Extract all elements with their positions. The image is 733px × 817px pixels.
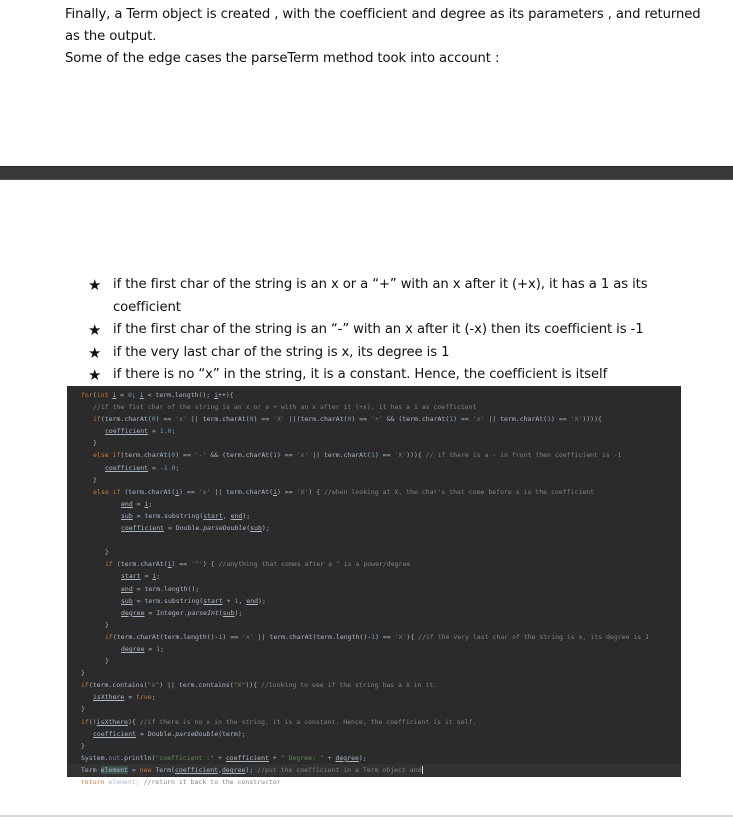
code-token: parseDouble <box>175 729 219 738</box>
code-token: 'x' <box>472 415 485 424</box>
code-token: 0 <box>347 415 352 424</box>
code-line <box>67 449 681 461</box>
code-token: || term.charAt(term.length()- <box>253 632 372 641</box>
code-line <box>67 413 681 425</box>
code-token: 'x' <box>175 415 187 424</box>
code-token: start <box>121 572 141 581</box>
code-token: )))){ <box>582 415 602 424</box>
code-line <box>67 510 681 522</box>
code-token: = term.length(); <box>132 584 200 593</box>
code-token: ) == <box>253 415 274 424</box>
star-bullet-icon: ★ <box>88 366 102 384</box>
code-token: 'X' <box>273 415 285 424</box>
code-token: 'X' <box>394 451 407 460</box>
code-token: ++){ <box>218 391 234 399</box>
code-token: = <box>116 391 128 399</box>
code-token: if <box>105 560 117 569</box>
code-token: ); <box>258 596 266 605</box>
code-token: i <box>112 391 117 399</box>
code-token: || term.charAt( <box>308 451 371 460</box>
code-token: = <box>127 765 140 774</box>
code-token: + <box>222 596 235 605</box>
code-token: int <box>96 391 113 399</box>
code-token: (term.contains( <box>88 681 148 690</box>
code-token: = <box>132 499 145 508</box>
code-token: } <box>81 705 85 714</box>
code-token: element; <box>108 778 144 786</box>
code-token: coefficient <box>105 463 149 472</box>
code-token: = term.substring( <box>132 596 204 605</box>
code-token: ); <box>245 765 258 774</box>
star-bullet-icon: ★ <box>88 321 102 339</box>
code-line <box>67 595 681 607</box>
code-token: 1 <box>371 632 376 641</box>
code-line <box>67 776 681 788</box>
code-token: ; <box>148 499 153 508</box>
code-token: i <box>167 560 172 569</box>
code-line <box>67 425 681 437</box>
code-line <box>67 728 681 740</box>
code-token: i <box>273 487 277 496</box>
code-token: coefficient <box>174 765 219 774</box>
code-token: (term.charAt( <box>120 451 172 460</box>
code-token: ) || term.contains( <box>159 681 234 690</box>
code-token: sub <box>222 608 235 617</box>
code-token: } <box>81 669 85 678</box>
code-token: 'x' <box>296 451 309 460</box>
code-token: 'X' <box>394 632 407 641</box>
code-line <box>67 534 681 546</box>
code-token: if <box>93 415 101 424</box>
code-token: //put the coefficient in a Term object and <box>257 765 422 774</box>
code-line <box>67 389 681 401</box>
code-line <box>67 764 681 776</box>
code-token: System. <box>81 753 109 762</box>
code-token: " Degree: " <box>280 753 324 762</box>
code-token: 1 <box>234 596 239 605</box>
list-item-text: if the very last char of the string is x, its degree is 1 <box>113 344 450 360</box>
code-line <box>67 546 681 558</box>
code-token: + <box>268 753 281 762</box>
code-token: ) == <box>171 560 192 569</box>
code-token: if <box>81 681 89 690</box>
edge-case-list <box>88 274 708 387</box>
code-token: && (term.charAt( <box>382 415 450 424</box>
code-token: )){ <box>245 681 262 690</box>
code-line <box>67 462 681 474</box>
code-token: ){ <box>127 717 140 726</box>
code-token: (term.charAt( <box>116 560 168 569</box>
code-line <box>67 619 681 631</box>
code-token: end <box>121 499 133 508</box>
code-token: ) == <box>375 632 395 641</box>
code-token: new <box>139 765 156 774</box>
code-token: ; <box>156 572 161 581</box>
page-divider-bar <box>0 166 733 180</box>
code-token: } <box>93 439 97 448</box>
code-token: 1.0 <box>159 427 172 436</box>
code-token: ) == <box>276 451 297 460</box>
code-token: ( <box>92 391 97 399</box>
code-token: ) { <box>202 560 219 569</box>
code-token: 1 <box>273 451 277 460</box>
code-token: for <box>81 391 93 399</box>
code-token: return <box>81 778 109 786</box>
code-token: 1.0 <box>163 463 176 472</box>
code-token: i <box>144 499 149 508</box>
code-token: ; <box>131 391 140 399</box>
code-line <box>67 437 681 449</box>
code-token: //looking to see if the string has a X in it. <box>261 681 438 690</box>
code-token: //if the fist char of the string is an x or a + with an x after it (+x), it has a 1 as coefficient <box>93 403 477 412</box>
code-token: } <box>105 620 109 629</box>
code-token: ))){ <box>406 451 426 460</box>
code-token: sub <box>250 524 262 533</box>
paragraph-finally: Finally, a Term object is created , with the coefficient and degree as its parameters , and returned as the output. <box>65 7 701 44</box>
code-token: coefficient <box>105 427 149 436</box>
code-token: i <box>175 487 180 496</box>
code-token: || term.charAt( <box>484 415 548 424</box>
code-token: ; <box>151 693 156 702</box>
code-token: ; <box>171 427 176 436</box>
code-token: coefficient <box>121 524 165 533</box>
code-line <box>67 655 681 667</box>
code-token: ) == <box>374 451 395 460</box>
code-token: Term( <box>155 765 175 774</box>
list-item-text: if the first char of the string is an “-” with an x after it (-x) then its coefficient is -1 <box>113 322 644 337</box>
code-token: ) == <box>351 415 371 424</box>
code-token: = - <box>148 463 164 472</box>
code-token: = <box>148 427 160 436</box>
code-token: //if there is no x in the string, it is a constant. Hence, the coefficient is it self. <box>139 717 477 726</box>
code-line <box>67 679 681 691</box>
code-token: sub <box>121 511 133 520</box>
code-line <box>67 474 681 486</box>
code-token: } <box>93 475 97 484</box>
code-token: ) == <box>551 415 571 424</box>
code-token: , <box>238 596 247 605</box>
code-token: = <box>124 693 137 702</box>
code-token: ); <box>234 608 243 617</box>
code-line <box>67 558 681 570</box>
code-token: degree <box>335 753 359 762</box>
code-line <box>67 703 681 715</box>
code-line <box>67 667 681 679</box>
code-token: 'x' <box>242 632 254 641</box>
list-item <box>88 342 708 365</box>
code-token: < term.length(); <box>143 391 215 399</box>
code-line <box>67 522 681 534</box>
code-token: ){ <box>406 632 419 641</box>
code-token: if <box>81 717 89 726</box>
code-token: ); <box>242 511 251 520</box>
code-token: 0 <box>128 391 132 399</box>
code-line <box>67 401 681 413</box>
code-token: = <box>140 572 153 581</box>
code-token: ) == <box>222 632 242 641</box>
code-line <box>67 607 681 619</box>
code-token: //if the very last char of the string is x, its degree is 1 <box>418 632 650 641</box>
code-token: ; <box>160 644 165 653</box>
code-line <box>67 740 681 752</box>
code-token: ( <box>246 524 251 533</box>
code-token: sub <box>121 596 133 605</box>
code-token: .println( <box>120 753 156 762</box>
code-token: 1 <box>449 415 454 424</box>
code-line <box>67 570 681 582</box>
code-token: 1 <box>370 451 375 460</box>
code-token: start <box>203 511 223 520</box>
code-token: ) == <box>175 451 195 460</box>
code-token: ); <box>261 524 270 533</box>
code-token: else if <box>93 487 125 496</box>
code-token: isXthere <box>93 693 125 702</box>
code-token: 'x' <box>198 487 211 496</box>
code-token: 0 <box>171 451 176 460</box>
code-token: i <box>214 391 219 399</box>
code-token: i <box>139 391 144 399</box>
code-line <box>67 583 681 595</box>
code-line <box>67 691 681 703</box>
code-token: start <box>203 596 223 605</box>
list-item-text: if the first char of the string is an x or a “+” with an x after it (+x), it has a 1 as its coefficient <box>113 277 648 315</box>
code-token: isXthere <box>96 717 128 726</box>
code-token: "coefficient :" <box>155 753 215 762</box>
code-token: //when looking at X, the char's that come before x is the coefficient <box>323 487 594 496</box>
code-token: "X" <box>233 681 246 690</box>
code-token: 'X' <box>570 415 583 424</box>
text-caret <box>422 766 423 774</box>
code-line <box>67 716 681 728</box>
list-item <box>88 364 708 387</box>
list-item-text: if there is no “x” in the string, it is a constant. Hence, the coefficient is itself <box>113 367 608 382</box>
code-token: ) == <box>155 415 176 424</box>
code-token: = term.substring( <box>132 511 204 520</box>
code-token: ||(term.charAt( <box>284 415 348 424</box>
code-token: || term.charAt( <box>210 487 274 496</box>
code-token: //return it back to the constructor <box>143 778 281 786</box>
code-token: = Double. <box>136 729 176 738</box>
code-token: coefficient <box>225 753 269 762</box>
code-line <box>67 631 681 643</box>
code-token: coefficient <box>93 729 137 738</box>
list-item <box>88 274 708 319</box>
code-token: (term); <box>218 729 246 738</box>
code-line <box>67 752 681 764</box>
code-token: else if <box>93 451 121 460</box>
code-token: degree <box>121 608 145 617</box>
code-token: ) == <box>179 487 199 496</box>
code-token: end <box>230 511 243 520</box>
code-token: element <box>100 765 128 774</box>
paragraph-edge-cases-intro: Some of the edge cases the parseTerm method took into account : <box>65 51 500 66</box>
code-token: '^' <box>191 560 203 569</box>
code-token: ( <box>218 608 223 617</box>
star-bullet-icon: ★ <box>88 343 102 362</box>
code-token: degree <box>221 765 246 774</box>
code-token: , <box>218 765 222 774</box>
code-token: // if there is a - in front then coefficient is -1 <box>425 451 622 460</box>
code-token: end <box>121 584 133 593</box>
code-token: ); <box>358 753 367 762</box>
code-token: Term <box>81 765 101 774</box>
code-token: i <box>152 572 157 581</box>
code-token: , <box>222 511 231 520</box>
code-token: end <box>246 596 259 605</box>
code-token: "x" <box>147 681 160 690</box>
code-token: = Integer. <box>144 608 188 617</box>
code-token: } <box>105 548 109 557</box>
code-line <box>67 643 681 655</box>
code-line <box>67 498 681 510</box>
code-token: ) == <box>453 415 473 424</box>
code-token: 0 <box>151 415 156 424</box>
code-token: (term.charAt(term.length()- <box>112 632 219 641</box>
code-token: if <box>105 632 113 641</box>
list-item <box>88 319 708 342</box>
code-token: } <box>81 741 85 750</box>
code-token: (term.charAt( <box>124 487 176 496</box>
code-screenshot <box>67 386 681 786</box>
code-token: } <box>105 657 109 666</box>
code-token: (! <box>88 717 97 726</box>
code-token: degree <box>121 644 145 653</box>
code-token: (term.charAt( <box>100 415 152 424</box>
code-token: && (term.charAt( <box>206 451 274 460</box>
code-token: true <box>136 693 152 702</box>
star-bullet-icon: ★ <box>88 276 102 294</box>
code-token: '-' <box>194 451 207 460</box>
code-token: 'X' <box>296 487 309 496</box>
code-token: //anything that comes after a ^ is a power/degree <box>218 560 411 569</box>
code-token: ) == <box>276 487 297 496</box>
code-token: parseDouble <box>203 524 247 533</box>
code-line <box>67 486 681 498</box>
code-token: 0 <box>249 415 254 424</box>
code-token: ) { <box>308 487 324 496</box>
code-token: + <box>214 753 226 762</box>
code-token: 1 <box>218 632 223 641</box>
code-token: = <box>144 644 157 653</box>
code-token: 1 <box>156 644 161 653</box>
code-token: '+' <box>370 415 383 424</box>
code-token: || term.charAt( <box>186 415 250 424</box>
code-token: out <box>108 753 121 762</box>
code-token: ; <box>175 463 180 472</box>
code-token: 1 <box>547 415 552 424</box>
code-token: parseInt <box>187 608 219 617</box>
code-token: = Double. <box>164 524 204 533</box>
code-token: + <box>323 753 336 762</box>
